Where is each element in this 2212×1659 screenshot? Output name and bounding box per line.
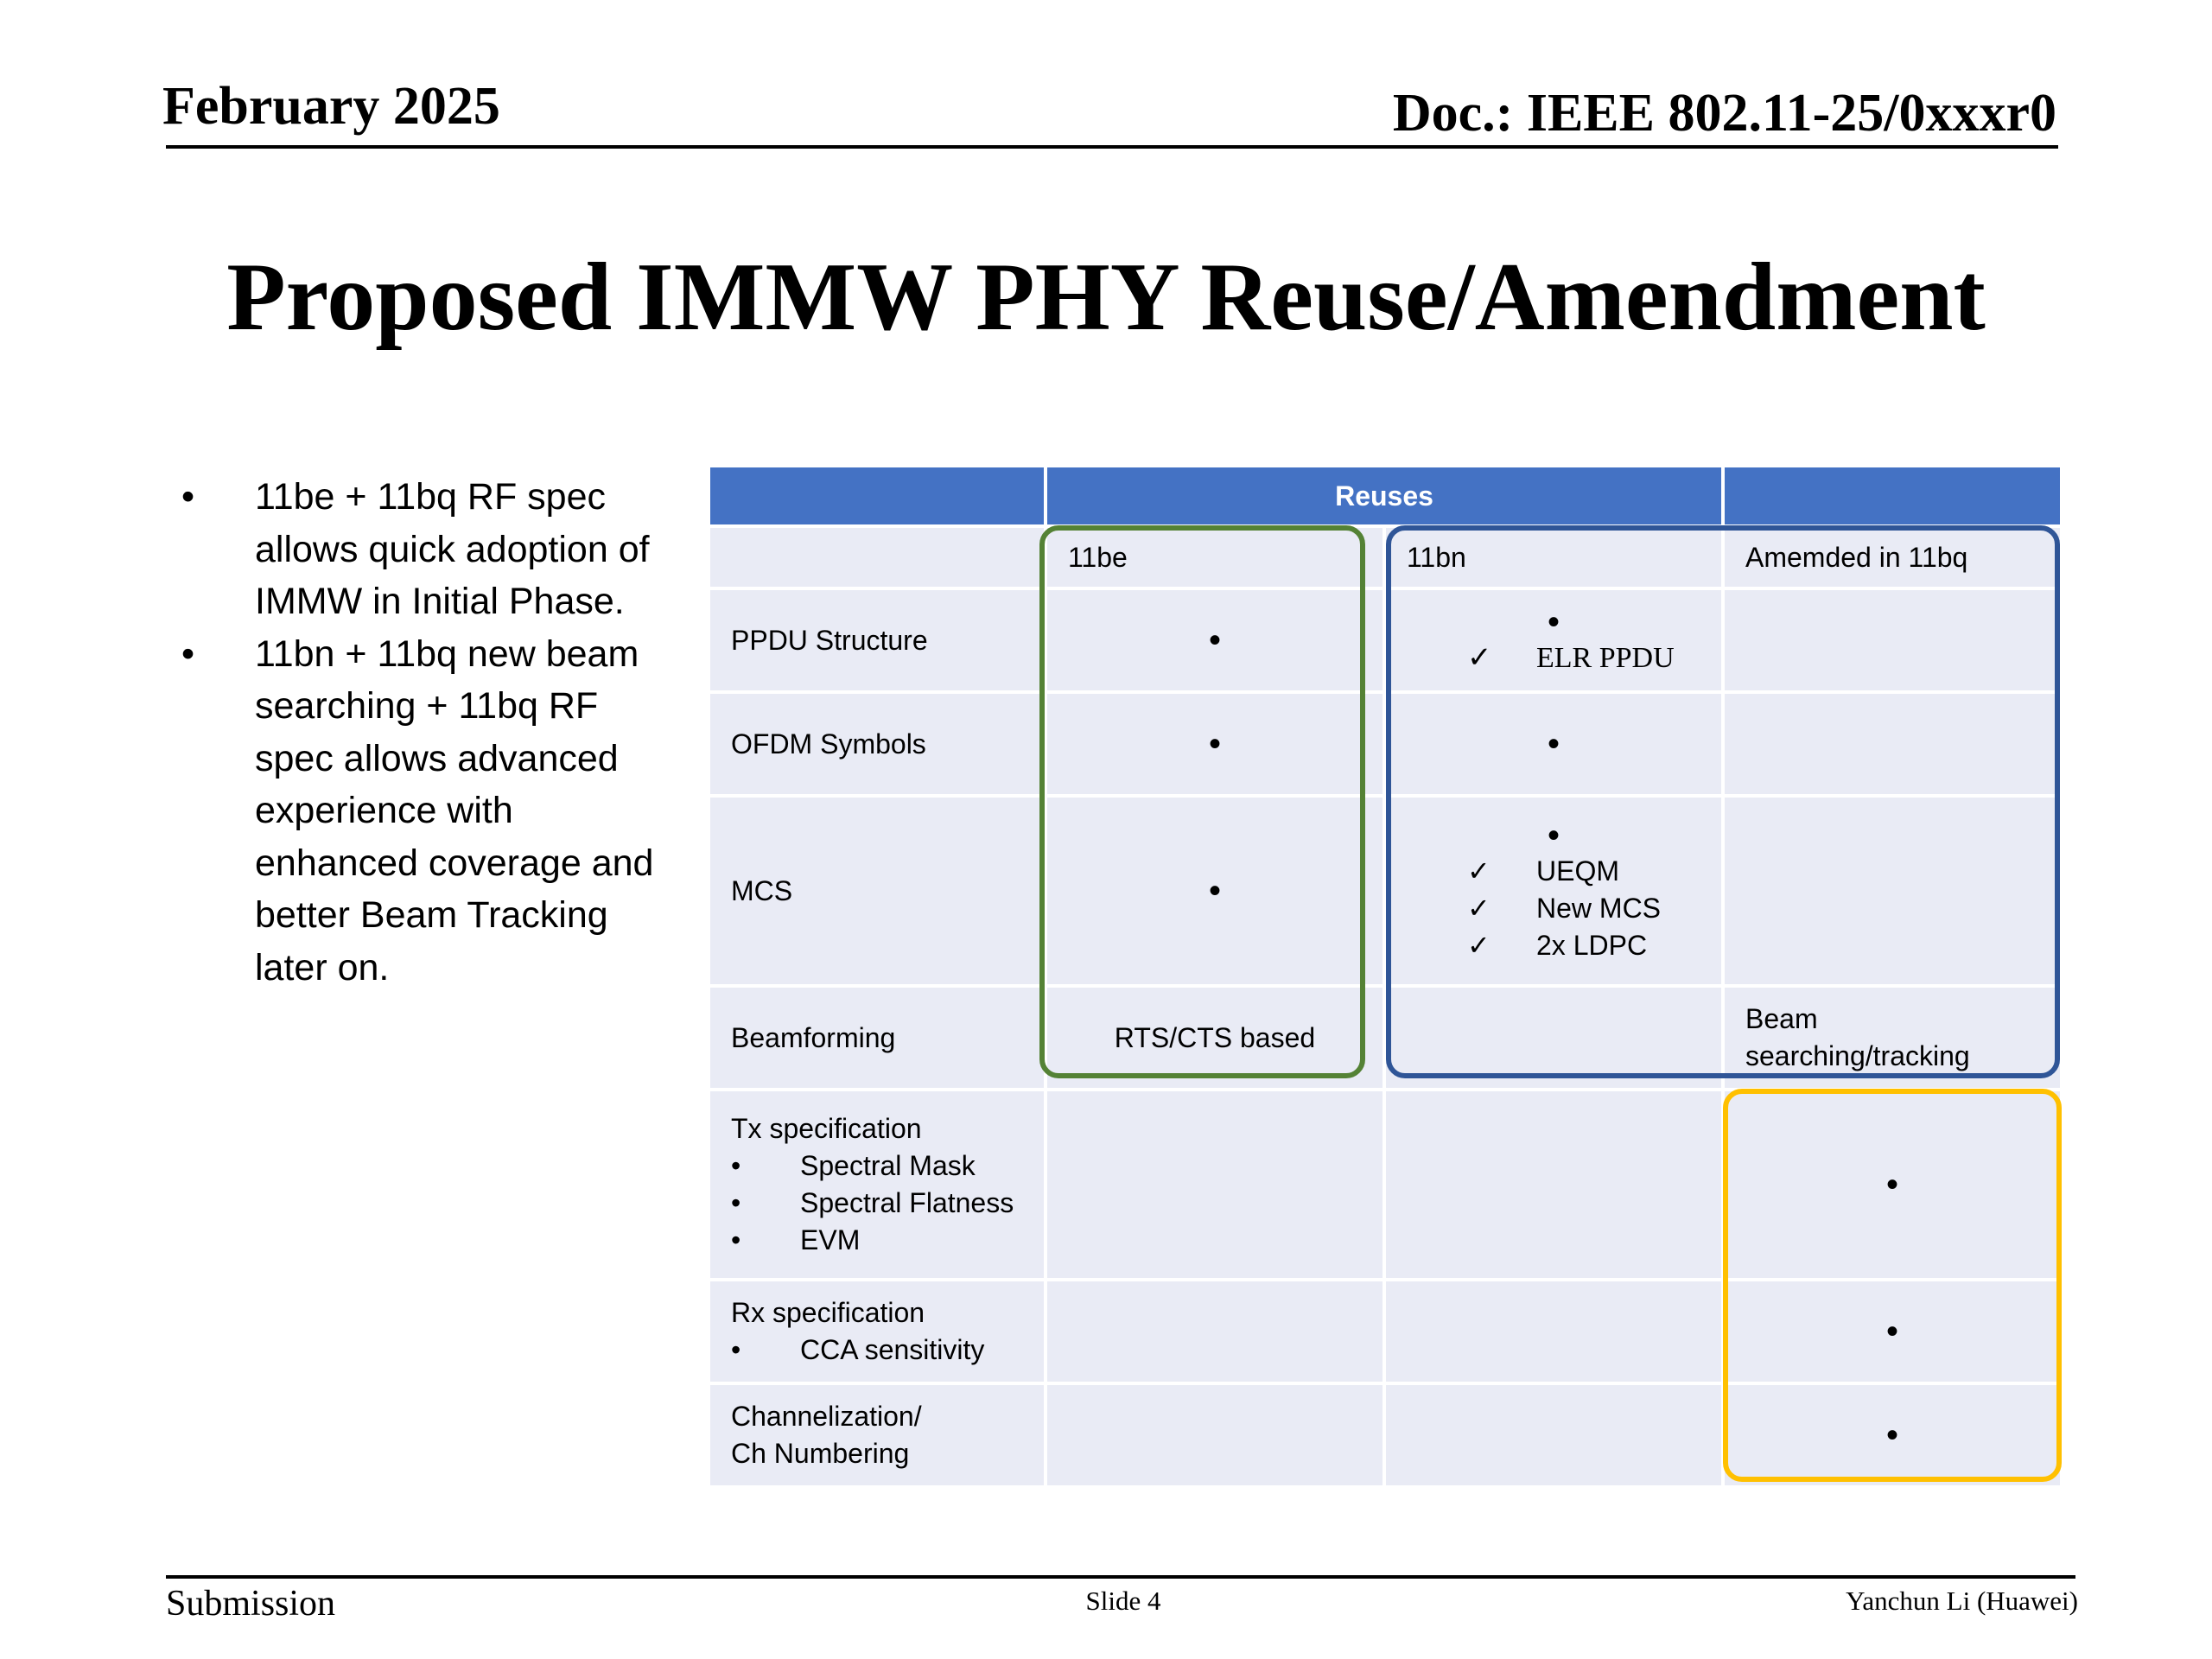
cell-mcs-11be: •: [1046, 796, 1384, 986]
check-item: ✓ 2x LDPC: [1407, 927, 1700, 964]
table-header-row: [709, 466, 2062, 526]
row-label-text: Rx specification: [731, 1297, 925, 1328]
table-row: [709, 692, 2062, 796]
row-label-channel: [709, 1383, 1046, 1487]
row-label-mcs: MCS: [709, 796, 1046, 986]
cell-ofdm-amended: [1723, 692, 2062, 796]
cell-channel-11be: [1046, 1383, 1384, 1487]
bullet-item: • 11be + 11bq RF spec allows quick adoption of IMMW in Initial Phase.: [181, 471, 665, 628]
cell-ppdu-amended: [1723, 588, 2062, 692]
table-row: [709, 1090, 2062, 1280]
row-label-beamforming: Beamforming: [709, 986, 1046, 1090]
cell-beamforming-amended: [1723, 986, 2062, 1090]
row-label-rx: [709, 1280, 1046, 1383]
cell-mcs-amended: [1723, 796, 2062, 986]
row-label-text: Ch Numbering: [731, 1438, 910, 1469]
footer-divider: [166, 1575, 2075, 1579]
table-row: [709, 588, 2062, 692]
cell-tx-11be: [1046, 1090, 1384, 1280]
row-label-text: Channelization/: [731, 1401, 922, 1432]
check-item: ✓ New MCS: [1407, 890, 1700, 927]
cell-channel-11bn: [1384, 1383, 1723, 1487]
header-cell-empty: [1723, 466, 2062, 526]
sub-item: • CCA sensitivity: [731, 1332, 1023, 1369]
row-label-text: Tx specification: [731, 1113, 922, 1144]
row-label-ofdm: OFDM Symbols: [709, 692, 1046, 796]
check-item: ✓ ELR PPDU: [1407, 639, 1700, 677]
bullet-item: • 11bn + 11bq new beam searching + 11bq RF spec allows advanced experience with enhanced coverage and better Beam Tracking later on.: [181, 628, 665, 995]
bullet-list: [181, 471, 665, 994]
cell-ppdu-11bn: [1384, 588, 1723, 692]
footer-slide-number: Slide 4: [1085, 1586, 1161, 1616]
footer-submission: Submission: [166, 1584, 336, 1624]
cell-rx-11be: [1046, 1280, 1384, 1383]
header-date: February 2025: [162, 77, 500, 136]
col-label-amended: Amemded in 11bq: [1723, 526, 2062, 588]
header-cell-reuses: Reuses: [1046, 466, 1723, 526]
bullet-dot: •: [1547, 816, 1560, 855]
cell-ppdu-11be: •: [1046, 588, 1384, 692]
cell-ofdm-11bn: •: [1384, 692, 1723, 796]
table-row: [709, 796, 2062, 986]
cell-line: searching/tracking: [1745, 1040, 1970, 1071]
check-item: ✓ UEQM: [1407, 853, 1700, 890]
cell-line: Beam: [1745, 1003, 1818, 1034]
cell-rx-amended: •: [1723, 1280, 2062, 1383]
sub-item: • Spectral Flatness: [731, 1185, 1023, 1222]
cell-mcs-11bn: [1384, 796, 1723, 986]
table-row: [709, 1280, 2062, 1383]
cell-channel-amended: •: [1723, 1383, 2062, 1487]
col-label-11bn: 11bn: [1384, 526, 1723, 588]
table-row: [709, 986, 2062, 1090]
header-doc-number: Doc.: IEEE 802.11-25/0xxxr0: [1392, 84, 2056, 143]
col-label-11be: 11be: [1046, 526, 1384, 588]
header-divider: [166, 145, 2058, 149]
sub-item: • EVM: [731, 1222, 1023, 1259]
cell-beamforming-11be: RTS/CTS based: [1046, 986, 1384, 1090]
comparison-table: [707, 464, 2063, 1489]
table-row: [709, 1383, 2062, 1487]
header-cell-empty: [709, 466, 1046, 526]
cell-tx-11bn: [1384, 1090, 1723, 1280]
slide-title: Proposed IMMW PHY Reuse/Amendment: [226, 244, 1986, 351]
cell-ofdm-11be: •: [1046, 692, 1384, 796]
row-label-tx: [709, 1090, 1046, 1280]
table-row: [709, 526, 2062, 588]
footer-author: Yanchun Li (Huawei): [1846, 1586, 2078, 1616]
row-label-ppdu: PPDU Structure: [709, 588, 1046, 692]
cell-rx-11bn: [1384, 1280, 1723, 1383]
sub-item: • Spectral Mask: [731, 1147, 1023, 1185]
bullet-dot: •: [1547, 602, 1560, 641]
cell-beamforming-11bn: [1384, 986, 1723, 1090]
row-label-empty: [709, 526, 1046, 588]
cell-tx-amended: •: [1723, 1090, 2062, 1280]
comparison-table-wrapper: [707, 464, 2060, 1482]
